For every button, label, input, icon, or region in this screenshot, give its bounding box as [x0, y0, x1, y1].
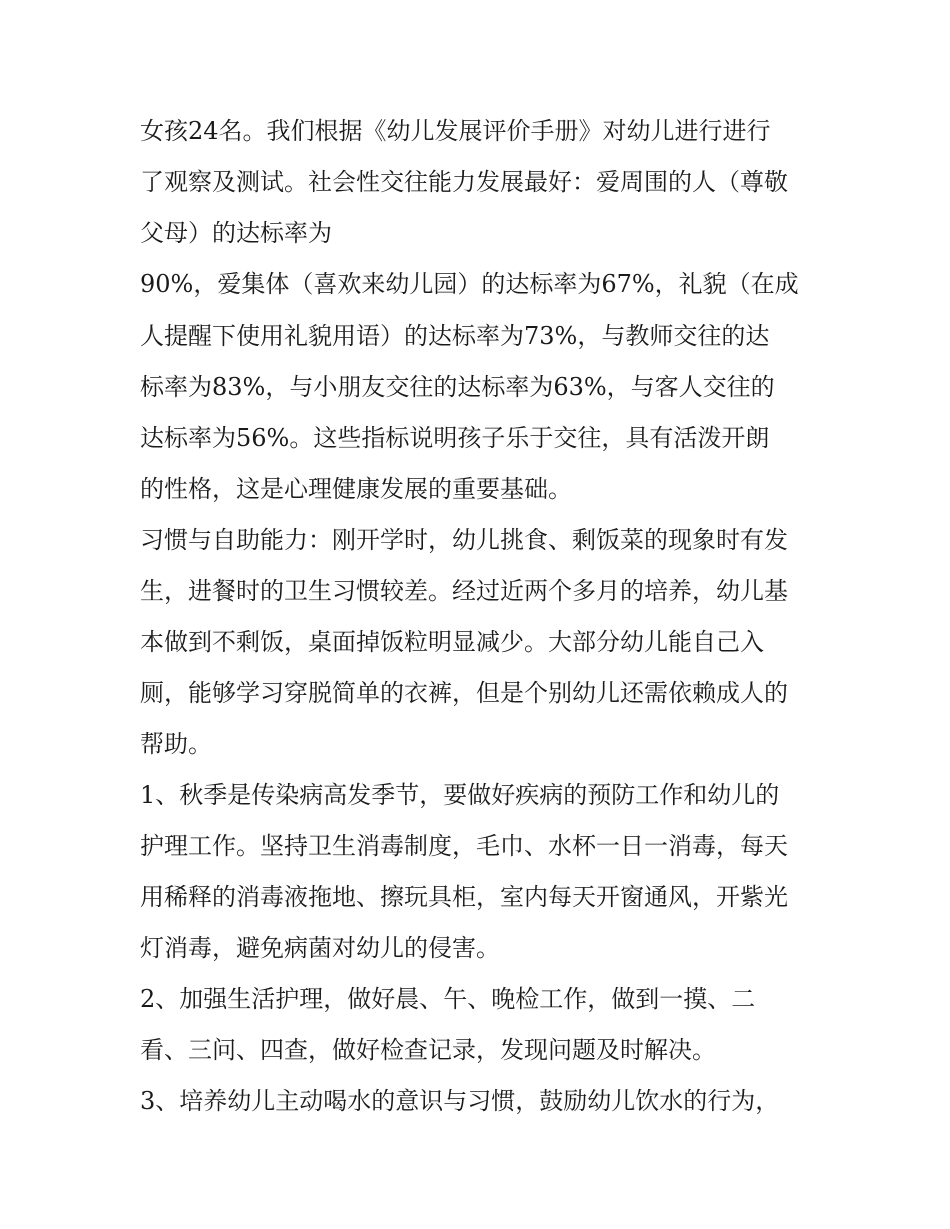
text-line: 2、加强生活护理，做好晨、午、晚检工作，做到一摸、二 — [140, 985, 756, 1013]
text-line: 90%，爱集体（喜欢来幼儿园）的达标率为67%，礼貌（在成 — [140, 270, 799, 298]
text-line: 帮助。 — [140, 730, 212, 758]
text-line: 1、秋季是传染病高发季节，要做好疾病的预防工作和幼儿的 — [140, 781, 780, 809]
text-line: 的性格，这是心理健康发展的重要基础。 — [140, 475, 572, 503]
text-line: 生，进餐时的卫生习惯较差。经过近两个多月的培养，幼儿基 — [140, 577, 788, 605]
text-line: 人提醒下使用礼貌用语）的达标率为73%，与教师交往的达 — [140, 322, 770, 350]
text-line: 用稀释的消毒液拖地、擦玩具柜，室内每天开窗通风，开紫光 — [140, 883, 788, 911]
text-line: 了观察及测试。社会性交往能力发展最好：爱周围的人（尊敬 — [140, 168, 788, 196]
text-line: 灯消毒，避免病菌对幼儿的侵害。 — [140, 934, 500, 962]
text-line: 习惯与自助能力：刚开学时，幼儿挑食、剩饭菜的现象时有发 — [140, 526, 788, 554]
text-line: 父母）的达标率为 — [140, 219, 332, 247]
text-line: 标率为83%，与小朋友交往的达标率为63%，与客人交往的 — [140, 373, 775, 401]
text-line: 护理工作。坚持卫生消毒制度，毛巾、水杯一日一消毒，每天 — [140, 832, 788, 860]
text-line: 3、培养幼儿主动喝水的意识与习惯，鼓励幼儿饮水的行为， — [140, 1087, 780, 1115]
text-line: 厕，能够学习穿脱简单的衣裤，但是个别幼儿还需依赖成人的 — [140, 679, 788, 707]
text-line: 看、三问、四查，做好检查记录，发现问题及时解决。 — [140, 1036, 716, 1064]
text-line: 达标率为56%。这些指标说明孩子乐于交往，具有活泼开朗 — [140, 424, 770, 452]
text-line: 女孩24名。我们根据《幼儿发展评价手册》对幼儿进行进行 — [140, 117, 771, 145]
text-line: 本做到不剩饭，桌面掉饭粒明显减少。大部分幼儿能自己入 — [140, 628, 764, 656]
